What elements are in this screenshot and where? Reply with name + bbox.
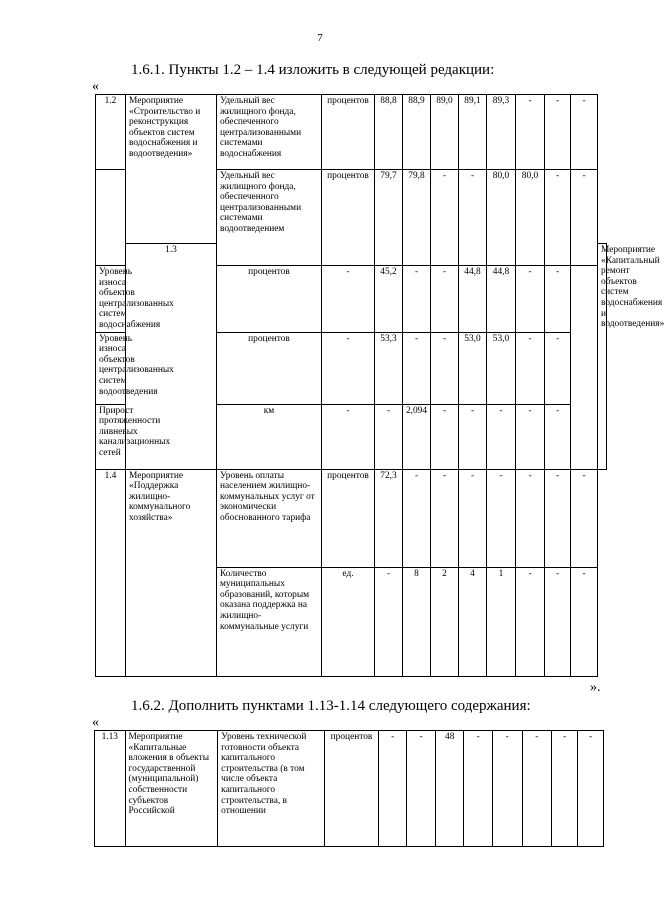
value-cell: - [571, 95, 598, 170]
value-cell: 48 [435, 731, 464, 847]
value-cell: - [578, 731, 604, 847]
table-row [96, 469, 607, 567]
event-name: Мероприятие «Капитальные вложения в объекты государственной (муниципальной) собственности субъектов Российской [125, 731, 218, 847]
value-cell: 89,1 [459, 95, 487, 170]
indicator-name: Уровень оплаты населением жилищно-коммунальных услуг от экономически обоснованного тарифа [217, 469, 322, 567]
value-cell: - [545, 170, 571, 266]
indicator-name: Удельный вес жилищного фонда, обеспеченного централизованными системами водоснабжения [217, 95, 322, 170]
value-cell: 8 [403, 567, 431, 676]
unit: км [217, 404, 322, 469]
section-heading-1-6-1: 1.6.1. Пункты 1.2 – 1.4 изложить в следующей редакции: [131, 62, 495, 78]
value-cell: 80,0 [516, 170, 545, 266]
value-cell: 79,7 [375, 170, 403, 266]
value-cell: 45,2 [375, 266, 403, 333]
value-cell: - [375, 567, 403, 676]
value-cell: - [516, 567, 545, 676]
value-cell: 72,3 [375, 469, 403, 567]
value-cell: 79,8 [403, 170, 431, 266]
value-cell: 53,0 [459, 332, 487, 404]
row-number: 1.2 [96, 95, 126, 170]
value-cell: 4 [459, 567, 487, 676]
unit: процентов [322, 170, 375, 266]
page-number: 7 [317, 32, 323, 44]
value-cell: - [516, 469, 545, 567]
close-quote: ». [590, 680, 601, 695]
unit: процентов [322, 95, 375, 170]
value-cell: 88,9 [403, 95, 431, 170]
event-name: Мероприятие «Поддержка жилищно-коммунального хозяйства» [126, 469, 217, 676]
value-cell: - [322, 404, 375, 469]
row-number: 1.13 [95, 731, 126, 847]
unit: процентов [325, 731, 379, 847]
value-cell: 88,8 [375, 95, 403, 170]
value-cell: 44,8 [487, 266, 516, 333]
value-cell: - [431, 404, 459, 469]
indicator-name: Уровень износа объектов централизованных систем водоснабжения [96, 266, 126, 333]
value-cell: - [516, 266, 545, 333]
value-cell: - [487, 469, 516, 567]
value-cell: 1 [487, 567, 516, 676]
value-cell: 53,3 [375, 332, 403, 404]
value-cell: - [545, 567, 571, 676]
value-cell: 89,3 [487, 95, 516, 170]
value-cell: - [431, 266, 459, 333]
indicators-table-2 [94, 730, 604, 847]
unit: процентов [217, 332, 322, 404]
value-cell: - [516, 332, 545, 404]
value-cell: - [322, 332, 375, 404]
value-cell: - [571, 170, 598, 266]
value-cell: - [431, 170, 459, 266]
value-cell: - [322, 266, 375, 333]
value-cell: - [516, 95, 545, 170]
value-cell: - [431, 469, 459, 567]
table-row [96, 95, 607, 170]
value-cell: - [516, 404, 545, 469]
value-cell: - [403, 332, 431, 404]
event-name: Мероприятие «Строительство и реконструкция объектов систем водоснабжения и водоотведения» [126, 95, 217, 244]
row-number-empty [96, 170, 126, 266]
value-cell: 53,0 [487, 332, 516, 404]
unit: ед. [322, 567, 375, 676]
indicator-name: Количество муниципальных образований, которым оказана поддержка на жилищно-коммунальные услуги [217, 567, 322, 676]
value-cell: - [545, 95, 571, 170]
value-cell: - [459, 170, 487, 266]
value-cell: - [545, 469, 571, 567]
value-cell: - [378, 731, 407, 847]
value-cell: 80,0 [487, 170, 516, 266]
value-cell: 89,0 [431, 95, 459, 170]
value-cell: - [571, 567, 598, 676]
value-cell: - [431, 332, 459, 404]
value-cell: - [407, 731, 436, 847]
indicator-name: Прирост протяженности ливневых канализационных сетей [96, 404, 126, 469]
value-cell: - [375, 404, 403, 469]
value-cell: - [459, 469, 487, 567]
value-cell: - [571, 469, 598, 567]
unit: процентов [217, 266, 322, 333]
row-number: 1.4 [96, 469, 126, 676]
table-row [95, 731, 604, 847]
value-cell: - [545, 266, 571, 333]
value-cell: - [487, 404, 516, 469]
value-cell: - [492, 731, 522, 847]
event-name: Мероприятие «Капитальный ремонт объектов систем водоснабжения и водоотведения» [598, 244, 607, 470]
indicator-name: Удельный вес жилищного фонда, обеспеченного централизованными системами водоотведением [217, 170, 322, 266]
value-cell: - [403, 266, 431, 333]
value-cell: 2,094 [403, 404, 431, 469]
value-cell: 44,8 [459, 266, 487, 333]
open-quote: « [92, 79, 99, 94]
unit: процентов [322, 469, 375, 567]
value-cell: - [403, 469, 431, 567]
row-number: 1.3 [126, 244, 217, 470]
value-cell: - [545, 404, 571, 469]
value-cell: 2 [431, 567, 459, 676]
value-cell: - [552, 731, 578, 847]
section-heading-1-6-2: 1.6.2. Дополнить пунктами 1.13-1.14 следующего содержания: [131, 698, 531, 714]
open-quote: « [92, 715, 99, 730]
indicator-name: Уровень износа объектов централизованных систем водоотведения [96, 332, 126, 404]
indicator-name: Уровень технической готовности объекта капитального строительства (в том числе объекта капитального строительства, в отношении [218, 731, 325, 847]
value-cell: - [464, 731, 493, 847]
indicators-table-1 [95, 94, 664, 677]
value-cell: - [545, 332, 571, 404]
value-cell: - [459, 404, 487, 469]
value-cell: - [522, 731, 552, 847]
